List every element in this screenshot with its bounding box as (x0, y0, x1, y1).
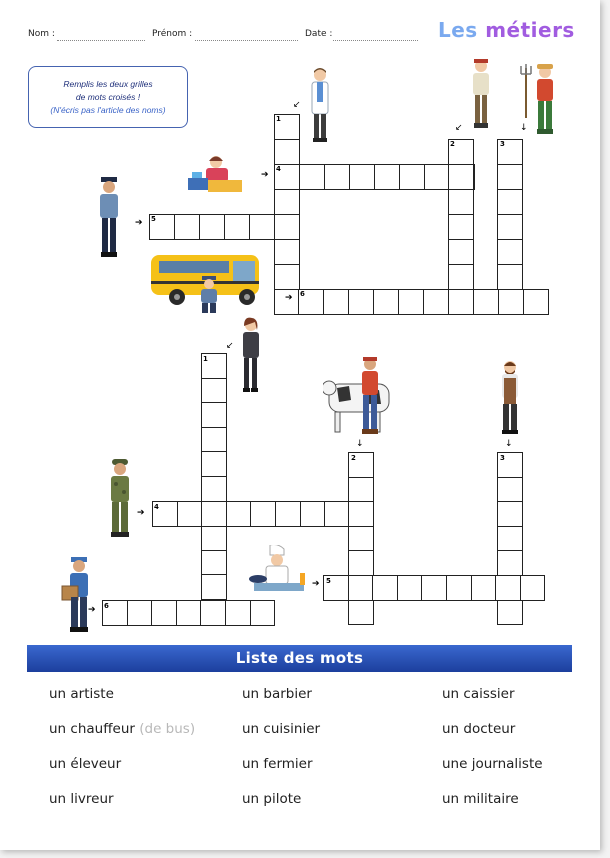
grid1-cell[interactable] (498, 289, 524, 315)
grid2-number-3: 3 (500, 454, 505, 462)
word-text: une journaliste (442, 756, 543, 772)
arrow-icon: ➔ (88, 605, 96, 615)
barber-icon (494, 358, 526, 438)
grid1-cell[interactable] (448, 214, 474, 240)
page-title (438, 18, 575, 42)
grid2-cell[interactable] (200, 600, 226, 626)
arrow-icon: ➔ (312, 579, 320, 589)
word-text: un barbier (242, 686, 312, 702)
grid2-cell[interactable] (201, 402, 227, 428)
grid2-cell[interactable] (201, 550, 227, 576)
grid2-number-6: 6 (104, 602, 109, 610)
grid1-cell[interactable] (348, 289, 374, 315)
police-icon (95, 176, 123, 260)
bus-driver-icon (197, 275, 221, 315)
grid2-cell[interactable] (348, 600, 374, 626)
grid1-cell[interactable] (249, 214, 275, 240)
grid2-cell[interactable] (497, 501, 523, 527)
grid2-cell[interactable] (497, 600, 523, 626)
word-list-item (49, 791, 114, 807)
grid2-cell[interactable] (348, 575, 374, 601)
grid1-cell[interactable] (374, 164, 400, 190)
arrow-icon: ➔ (285, 293, 293, 303)
grid1-cell[interactable] (448, 164, 474, 190)
nom-field[interactable] (57, 40, 145, 41)
word-text: un pilote (242, 791, 302, 807)
grid1-cell[interactable] (497, 214, 523, 240)
grid1-cell[interactable] (497, 264, 523, 290)
grid2-cell[interactable] (176, 600, 202, 626)
grid1-cell[interactable] (523, 289, 549, 315)
word-list-item (442, 791, 519, 807)
farmer-icon (466, 56, 496, 132)
grid1-cell[interactable] (324, 164, 350, 190)
grid1-cell[interactable] (448, 264, 474, 290)
grid1-number-4: 4 (276, 165, 281, 173)
arrow-icon: ➔ (261, 170, 269, 180)
grid2-cell[interactable] (201, 427, 227, 453)
title-word-1: Les (438, 18, 478, 42)
cashier-icon (186, 152, 244, 194)
grid2-cell[interactable] (250, 600, 276, 626)
word-text: un cuisinier (242, 721, 321, 737)
grid2-cell[interactable] (201, 574, 227, 600)
arrow-icon: ↓ (505, 439, 513, 449)
grid2-number-5: 5 (326, 577, 331, 585)
grid1-cell[interactable] (448, 289, 474, 315)
arrow-icon: ➔ (135, 218, 143, 228)
grid1-cell[interactable] (473, 289, 499, 315)
word-text: un militaire (442, 791, 519, 807)
grid2-cell[interactable] (225, 600, 251, 626)
word-text: un chauffeur (49, 721, 135, 737)
grid2-cell[interactable] (471, 575, 497, 601)
word-list-item (242, 721, 320, 737)
prenom-field[interactable] (195, 40, 298, 41)
soldier-icon (106, 458, 134, 538)
grid1-cell[interactable] (398, 289, 424, 315)
grid1-number-6: 6 (300, 290, 305, 298)
delivery-icon (60, 556, 94, 634)
grid1-cell[interactable] (274, 189, 300, 215)
grid1-cell[interactable] (448, 189, 474, 215)
grid1-cell[interactable] (373, 289, 399, 315)
grid1-cell[interactable] (274, 239, 300, 265)
grid1-cell[interactable] (199, 214, 225, 240)
arrow-icon: ➔ (137, 508, 145, 518)
grid1-number-2: 2 (450, 140, 455, 148)
date-label: Date : (305, 29, 333, 39)
grid1-cell[interactable] (349, 164, 375, 190)
grid1-cell[interactable] (323, 289, 349, 315)
arrow-icon: ↓ (520, 123, 528, 133)
grid2-cell[interactable] (324, 501, 350, 527)
grid1-cell[interactable] (497, 189, 523, 215)
farmer-icon (518, 62, 562, 138)
date-field[interactable] (333, 40, 418, 41)
word-text: un fermier (242, 756, 313, 772)
arrow-icon: ↙ (293, 100, 301, 110)
grid2-cell[interactable] (201, 451, 227, 477)
grid1-cell[interactable] (424, 164, 450, 190)
grid1-number-5: 5 (151, 215, 156, 223)
grid1-cell[interactable] (448, 239, 474, 265)
grid1-cell[interactable] (224, 214, 250, 240)
grid2-cell[interactable] (348, 477, 374, 503)
grid1-cell[interactable] (299, 164, 325, 190)
grid2-cell[interactable] (127, 600, 153, 626)
word-list-item (242, 791, 301, 807)
grid2-cell[interactable] (497, 550, 523, 576)
grid2-cell[interactable] (201, 476, 227, 502)
grid2-cell[interactable] (250, 501, 276, 527)
word-list-item (242, 756, 313, 772)
grid2-cell[interactable] (495, 575, 521, 601)
grid1-cell[interactable] (174, 214, 200, 240)
grid2-cell[interactable] (497, 477, 523, 503)
grid1-cell[interactable] (274, 264, 300, 290)
word-list-item (442, 686, 515, 702)
grid1-cell[interactable] (274, 139, 300, 165)
word-list-item (49, 756, 121, 772)
word-text: un caissier (442, 686, 515, 702)
arrow-icon: ↙ (455, 123, 463, 133)
grid1-cell[interactable] (497, 164, 523, 190)
grid2-number-2: 2 (351, 454, 356, 462)
word-list-item (49, 721, 195, 737)
grid2-cell[interactable] (151, 600, 177, 626)
word-list-item (242, 686, 312, 702)
grid2-cell[interactable] (226, 501, 252, 527)
instruction-line-3: (N'écris pas l'article des noms) (50, 105, 166, 115)
grid2-cell[interactable] (421, 575, 447, 601)
word-paren: (de bus) (139, 721, 196, 737)
grid1-cell[interactable] (274, 214, 300, 240)
instructions-box (28, 66, 188, 128)
prenom-label: Prénom : (152, 29, 193, 39)
grid1-number-1: 1 (276, 115, 281, 123)
word-list-item (49, 686, 114, 702)
grid2-cell[interactable] (201, 501, 227, 527)
word-text: un livreur (49, 791, 114, 807)
grid1-cell[interactable] (497, 239, 523, 265)
grid2-cell[interactable] (348, 526, 374, 552)
instruction-line-1: Remplis les deux grilles (63, 79, 153, 89)
title-word-2: métiers (485, 18, 575, 42)
grid2-cell[interactable] (201, 525, 227, 551)
grid1-cell[interactable] (423, 289, 449, 315)
grid2-cell[interactable] (348, 501, 374, 527)
breeder-icon (323, 356, 397, 436)
grid2-number-4: 4 (154, 503, 159, 511)
nom-label: Nom : (28, 29, 55, 39)
grid2-cell[interactable] (397, 575, 423, 601)
doctor-icon (305, 66, 335, 144)
grid2-cell[interactable] (275, 501, 301, 527)
grid2-cell[interactable] (348, 550, 374, 576)
grid2-cell[interactable] (446, 575, 472, 601)
word-list-item (442, 721, 515, 737)
grid2-number-1: 1 (203, 355, 208, 363)
grid2-cell[interactable] (300, 501, 326, 527)
instruction-line-2: de mots croisés ! (75, 92, 141, 102)
grid2-cell[interactable] (201, 378, 227, 404)
word-list-item (442, 756, 543, 772)
arrow-icon: ↙ (226, 341, 234, 351)
grid1-number-3: 3 (500, 140, 505, 148)
word-text: un artiste (49, 686, 114, 702)
grid2-cell[interactable] (497, 526, 523, 552)
word-list-header: Liste des mots (27, 645, 572, 672)
journalist-icon (236, 316, 266, 396)
grid2-cell[interactable] (372, 575, 398, 601)
grid2-cell[interactable] (520, 575, 546, 601)
grid1-cell[interactable] (399, 164, 425, 190)
cook-icon (244, 545, 310, 593)
word-text: un éleveur (49, 756, 122, 772)
grid2-cell[interactable] (177, 501, 203, 527)
arrow-icon: ↓ (356, 439, 364, 449)
word-text: un docteur (442, 721, 516, 737)
